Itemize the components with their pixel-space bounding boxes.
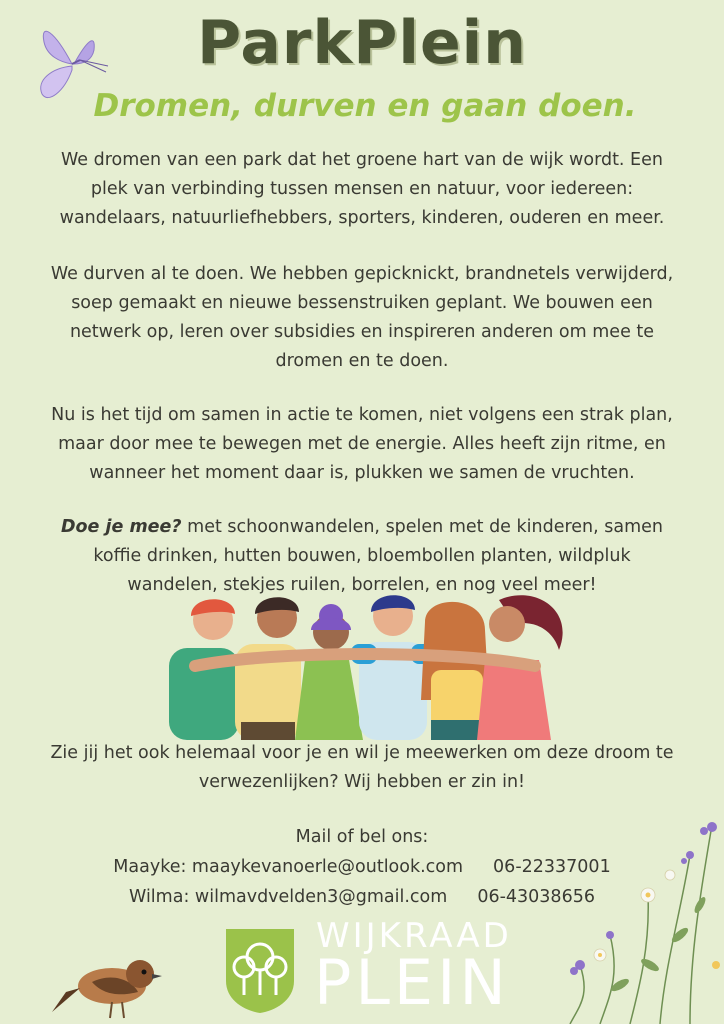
- intro-paragraph: [20, 146, 704, 233]
- text-line: We dromen van een park dat het groene hart van de wijk wordt. Een: [61, 150, 663, 170]
- text-span: met schoonwandelen, spelen met de kinderen, samen: [181, 517, 664, 537]
- text-line: Zie jij het ook helemaal voor je en wil je meewerken om deze droom te: [50, 743, 674, 763]
- text-line: dromen en te doen.: [275, 351, 449, 371]
- text-line: maar door mee te bewegen met de energie. Alles heeft zijn ritme, en: [58, 434, 666, 454]
- people-illustration: [155, 590, 575, 740]
- text-line: [20, 513, 704, 542]
- contact-phone[interactable]: 06-43038656: [477, 887, 595, 907]
- actions-paragraph: [20, 260, 704, 376]
- contact-email[interactable]: Maayke: maaykevanoerle@outlook.com: [113, 857, 464, 877]
- text-line: wanneer het moment daar is, plukken we samen de vruchten.: [89, 463, 635, 483]
- text-line: soep gemaakt en nieuwe bessenstruiken geplant. We bouwen een: [71, 293, 653, 313]
- join-lead: Doe je mee?: [60, 517, 182, 537]
- closing-paragraph: [20, 739, 704, 797]
- contact-phone[interactable]: 06-22337001: [493, 857, 611, 877]
- butterfly-icon: [34, 20, 110, 108]
- text-line: plek van verbinding tussen mensen en natuur, voor iedereen:: [90, 179, 634, 199]
- now-paragraph: [20, 401, 704, 488]
- logo-wordmark-bottom: PLEIN: [314, 946, 510, 1019]
- text-line: netwerk op, leren over subsidies en inspireren anderen om mee te: [69, 322, 655, 342]
- text-line: wandelen, stekjes ruilen, borrelen, en nog veel meer!: [127, 575, 597, 595]
- logo-wordmark-top: WIJKRAAD: [316, 916, 512, 956]
- text-line: verwezenlijken? Wij hebben er zin in!: [198, 772, 526, 792]
- text-line: koffie drinken, hutten bouwen, bloembollen planten, wildpluk: [93, 546, 631, 566]
- page-title: ParkPlein: [197, 8, 527, 78]
- tree-logo-icon: [222, 925, 298, 1015]
- text-line: wandelaars, natuurliefhebbers, sporters, kinderen, ouderen en meer.: [59, 208, 665, 228]
- contact-heading: Mail of bel ons:: [295, 827, 429, 847]
- page-subtitle: Dromen, durven en gaan doen.: [93, 88, 637, 124]
- join-paragraph: [20, 513, 704, 600]
- text-line: Nu is het tijd om samen in actie te komen, niet volgens een strak plan,: [51, 405, 673, 425]
- bird-icon: [52, 952, 162, 1022]
- text-line: We durven al te doen. We hebben gepicknickt, brandnetels verwijderd,: [50, 264, 674, 284]
- contact-email[interactable]: Wilma: wilmavdvelden3@gmail.com: [129, 887, 448, 907]
- flowers-illustration: [540, 815, 724, 1024]
